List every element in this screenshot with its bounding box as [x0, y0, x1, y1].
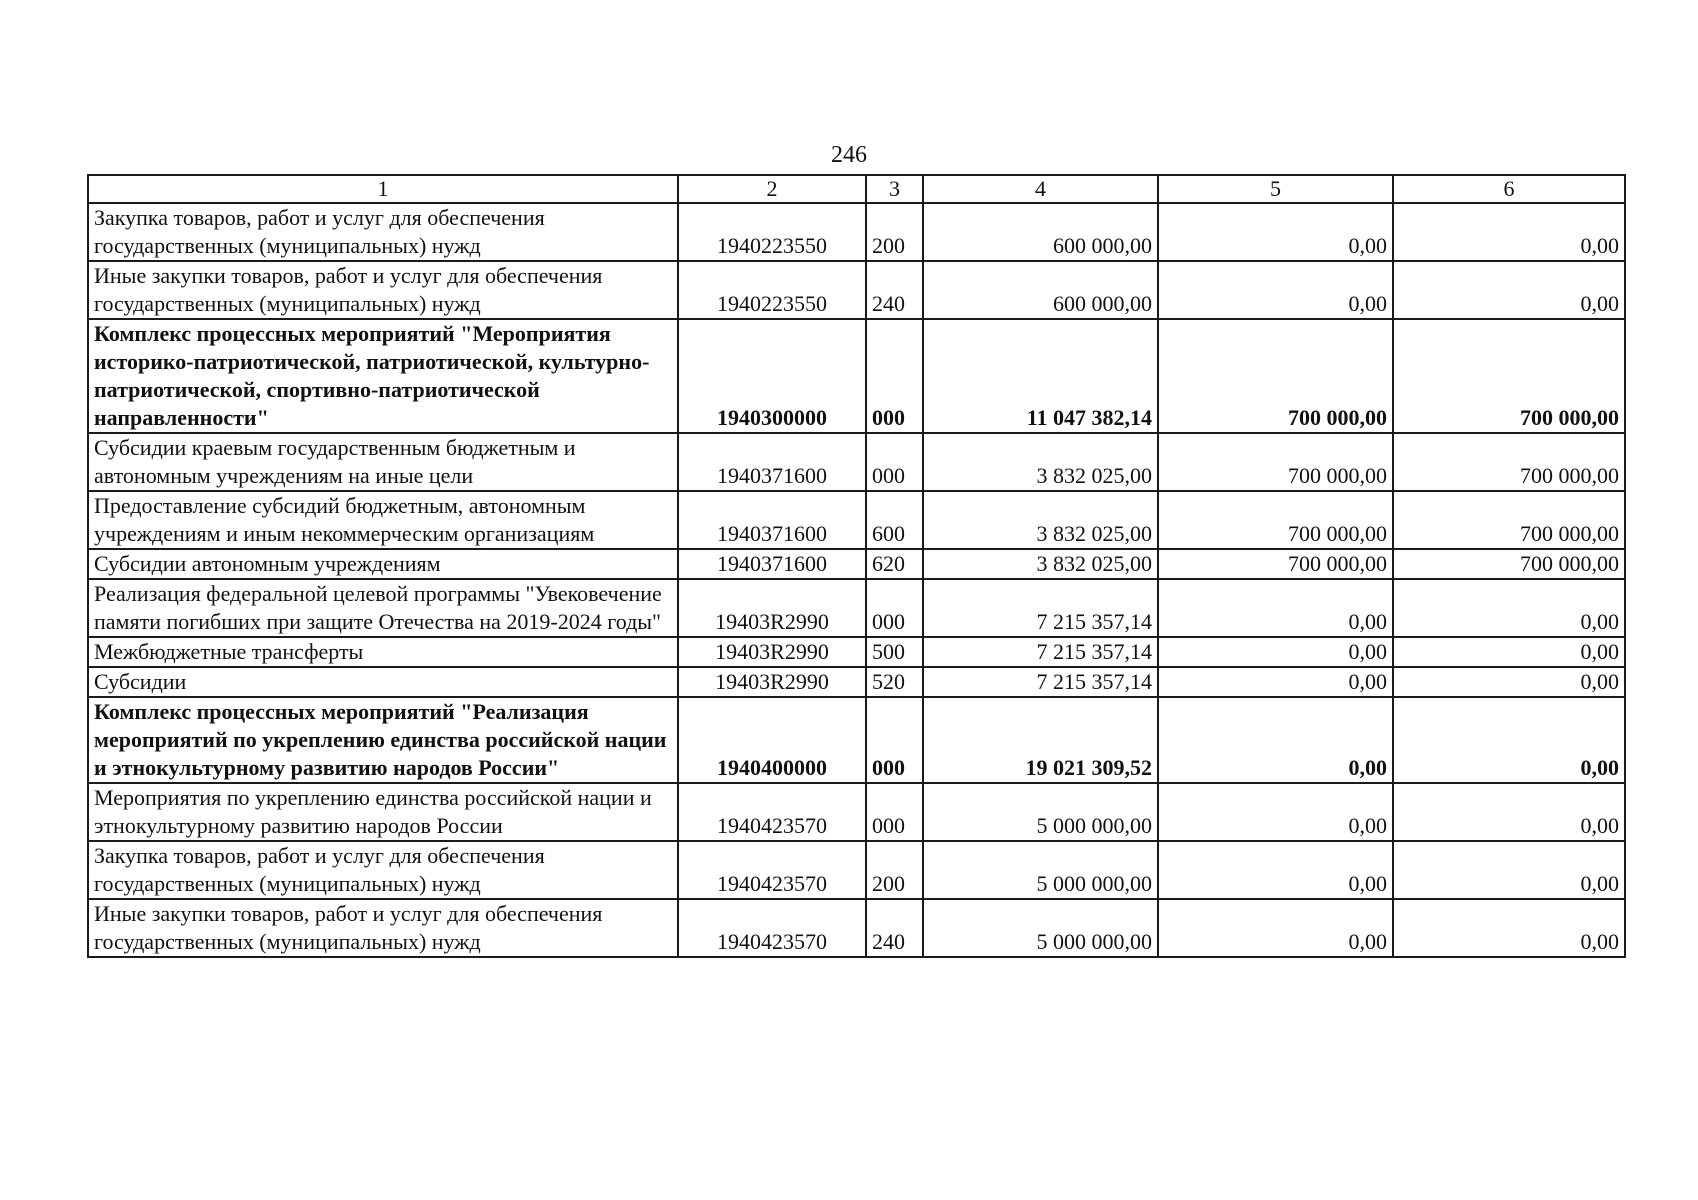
- target-code-cell: 1940223550: [678, 261, 866, 319]
- amount-col5-cell: 700 000,00: [1158, 491, 1393, 549]
- table-row: [88, 899, 1625, 957]
- target-code-cell: 1940371600: [678, 491, 866, 549]
- amount-col6-cell: 0,00: [1393, 667, 1625, 697]
- target-code-cell: 1940423570: [678, 841, 866, 899]
- expense-type-cell: 000: [866, 433, 923, 491]
- amount-col5-cell: 0,00: [1158, 579, 1393, 637]
- expense-type-cell: 000: [866, 697, 923, 783]
- target-code-cell: 1940400000: [678, 697, 866, 783]
- item-name-cell: Субсидии краевым государственным бюджетным и автономным учреждениям на иные цели: [88, 433, 678, 491]
- amount-col4-cell: 600 000,00: [923, 261, 1158, 319]
- amount-col6-cell: 0,00: [1393, 637, 1625, 667]
- amount-col5-cell: 0,00: [1158, 841, 1393, 899]
- table-row: [88, 261, 1625, 319]
- item-name-cell: Иные закупки товаров, работ и услуг для обеспечения государственных (муниципальных) нужд: [88, 261, 678, 319]
- table-row: [88, 637, 1625, 667]
- expense-type-cell: 500: [866, 637, 923, 667]
- expense-type-cell: 200: [866, 841, 923, 899]
- amount-col6-cell: 0,00: [1393, 783, 1625, 841]
- amount-col5-cell: 0,00: [1158, 203, 1393, 261]
- budget-table: [87, 174, 1626, 958]
- target-code-cell: 1940223550: [678, 203, 866, 261]
- amount-col6-cell: 0,00: [1393, 579, 1625, 637]
- table-row: [88, 667, 1625, 697]
- amount-col4-cell: 3 832 025,00: [923, 433, 1158, 491]
- amount-col4-cell: 5 000 000,00: [923, 783, 1158, 841]
- item-name-cell: Мероприятия по укреплению единства российской нации и этнокультурному развитию народов России: [88, 783, 678, 841]
- amount-col4-cell: 7 215 357,14: [923, 667, 1158, 697]
- target-code-cell: 19403R2990: [678, 637, 866, 667]
- amount-col6-cell: 700 000,00: [1393, 433, 1625, 491]
- table-row: [88, 549, 1625, 579]
- target-code-cell: 1940423570: [678, 899, 866, 957]
- column-header: 6: [1393, 175, 1625, 203]
- item-name-cell: Закупка товаров, работ и услуг для обеспечения государственных (муниципальных) нужд: [88, 203, 678, 261]
- column-header: 3: [866, 175, 923, 203]
- item-name-cell: Закупка товаров, работ и услуг для обеспечения государственных (муниципальных) нужд: [88, 841, 678, 899]
- amount-col4-cell: 3 832 025,00: [923, 491, 1158, 549]
- expense-type-cell: 000: [866, 579, 923, 637]
- target-code-cell: 1940371600: [678, 433, 866, 491]
- expense-type-cell: 620: [866, 549, 923, 579]
- target-code-cell: 1940423570: [678, 783, 866, 841]
- item-name-cell: Предоставление субсидий бюджетным, автономным учреждениям и иным некоммерческим организациям: [88, 491, 678, 549]
- item-name-cell: Реализация федеральной целевой программы "Увековечение памяти погибших при защите Отечества на 2019-2024 годы": [88, 579, 678, 637]
- item-name-cell: Межбюджетные трансферты: [88, 637, 678, 667]
- expense-type-cell: 200: [866, 203, 923, 261]
- table-row: [88, 491, 1625, 549]
- item-name-cell: Субсидии: [88, 667, 678, 697]
- amount-col6-cell: 0,00: [1393, 697, 1625, 783]
- table-row: [88, 697, 1625, 783]
- table-row: [88, 319, 1625, 433]
- table-row: [88, 433, 1625, 491]
- amount-col5-cell: 0,00: [1158, 667, 1393, 697]
- amount-col5-cell: 700 000,00: [1158, 433, 1393, 491]
- amount-col4-cell: 3 832 025,00: [923, 549, 1158, 579]
- amount-col4-cell: 600 000,00: [923, 203, 1158, 261]
- amount-col6-cell: 0,00: [1393, 841, 1625, 899]
- page-number: 246: [831, 142, 867, 168]
- amount-col6-cell: 700 000,00: [1393, 491, 1625, 549]
- amount-col4-cell: 5 000 000,00: [923, 899, 1158, 957]
- target-code-cell: 1940300000: [678, 319, 866, 433]
- table-row: [88, 203, 1625, 261]
- expense-type-cell: 600: [866, 491, 923, 549]
- amount-col4-cell: 7 215 357,14: [923, 637, 1158, 667]
- amount-col5-cell: 0,00: [1158, 261, 1393, 319]
- amount-col5-cell: 700 000,00: [1158, 549, 1393, 579]
- expense-type-cell: 000: [866, 783, 923, 841]
- expense-type-cell: 000: [866, 319, 923, 433]
- amount-col5-cell: 0,00: [1158, 637, 1393, 667]
- table-row: [88, 783, 1625, 841]
- target-code-cell: 19403R2990: [678, 579, 866, 637]
- table-row: [88, 841, 1625, 899]
- item-name-cell: Иные закупки товаров, работ и услуг для обеспечения государственных (муниципальных) нужд: [88, 899, 678, 957]
- amount-col6-cell: 700 000,00: [1393, 549, 1625, 579]
- table-row: [88, 579, 1625, 637]
- amount-col4-cell: 7 215 357,14: [923, 579, 1158, 637]
- expense-type-cell: 240: [866, 899, 923, 957]
- amount-col5-cell: 0,00: [1158, 783, 1393, 841]
- column-header: 2: [678, 175, 866, 203]
- column-header: 4: [923, 175, 1158, 203]
- amount-col6-cell: 0,00: [1393, 203, 1625, 261]
- amount-col6-cell: 700 000,00: [1393, 319, 1625, 433]
- amount-col5-cell: 700 000,00: [1158, 319, 1393, 433]
- target-code-cell: 1940371600: [678, 549, 866, 579]
- amount-col5-cell: 0,00: [1158, 697, 1393, 783]
- column-header: 5: [1158, 175, 1393, 203]
- target-code-cell: 19403R2990: [678, 667, 866, 697]
- expense-type-cell: 520: [866, 667, 923, 697]
- amount-col6-cell: 0,00: [1393, 261, 1625, 319]
- item-name-cell: Комплекс процессных мероприятий "Реализация мероприятий по укреплению единства российской нации и этнокультурному развитию народов России": [88, 697, 678, 783]
- column-header: 1: [88, 175, 678, 203]
- amount-col6-cell: 0,00: [1393, 899, 1625, 957]
- expense-type-cell: 240: [866, 261, 923, 319]
- amount-col5-cell: 0,00: [1158, 899, 1393, 957]
- item-name-cell: Комплекс процессных мероприятий "Мероприятия историко-патриотической, патриотической, культурно-патриотической, спортивно-патриотической направленности": [88, 319, 678, 433]
- budget-table-body: [88, 175, 1625, 957]
- amount-col4-cell: 11 047 382,14: [923, 319, 1158, 433]
- table-header-row: [88, 175, 1625, 203]
- item-name-cell: Субсидии автономным учреждениям: [88, 549, 678, 579]
- amount-col4-cell: 5 000 000,00: [923, 841, 1158, 899]
- amount-col4-cell: 19 021 309,52: [923, 697, 1158, 783]
